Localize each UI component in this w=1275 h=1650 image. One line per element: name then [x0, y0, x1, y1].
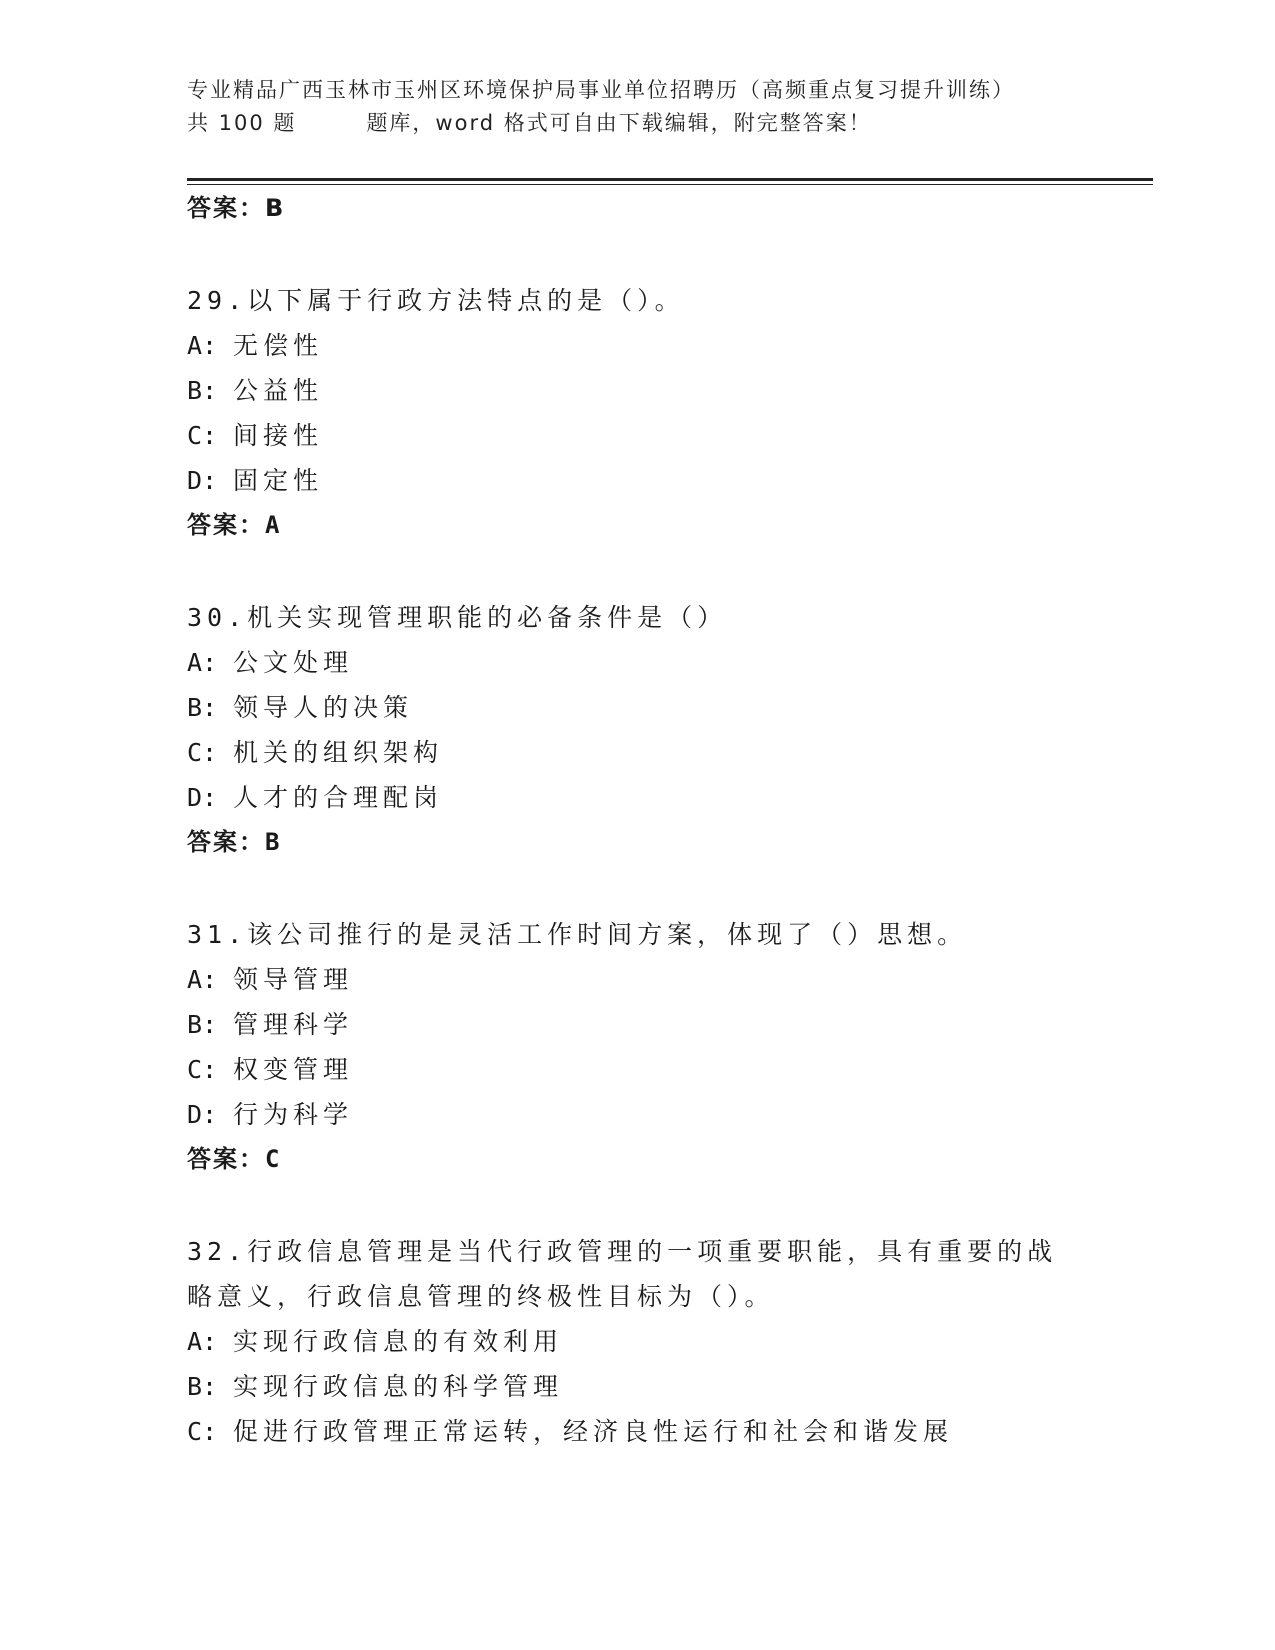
option-letter: A: [187, 648, 218, 677]
option-letter: B: [187, 1010, 218, 1039]
question-30 [187, 595, 1087, 865]
question-29 [187, 278, 1087, 548]
option-text: 间接性 [233, 421, 324, 450]
option-a [187, 640, 1087, 685]
option-text: 管理科学 [233, 1010, 354, 1039]
option-d [187, 775, 1087, 820]
answer-line [187, 820, 1087, 865]
answer-value: A [265, 511, 282, 539]
option-c [187, 413, 1087, 458]
option-text: 无偿性 [233, 331, 324, 360]
option-a [187, 323, 1087, 368]
option-b [187, 685, 1087, 730]
header-subtitle-line [187, 107, 1067, 140]
page-header [187, 74, 1067, 140]
answer-line [187, 503, 1087, 548]
option-b [187, 1002, 1087, 1047]
option-text: 机关的组织架构 [233, 738, 444, 767]
header-description: 题库，word 格式可自由下载编辑，附完整答案！ [366, 111, 872, 135]
question-number: 29. [187, 286, 248, 315]
answer-label: 答案： [187, 828, 265, 856]
answer-value: B [265, 194, 286, 222]
option-letter: C: [187, 738, 218, 767]
option-d [187, 1092, 1087, 1137]
option-letter: D: [187, 1100, 218, 1129]
option-text: 实现行政信息的科学管理 [233, 1372, 564, 1401]
option-a [187, 1319, 1087, 1364]
option-c [187, 1047, 1087, 1092]
answer-value: B [265, 828, 282, 856]
question-count: 共 100 题 [187, 111, 297, 135]
option-text: 促进行政管理正常运转，经济良性运行和社会和谐发展 [233, 1417, 954, 1446]
option-a [187, 957, 1087, 1002]
option-text: 领导管理 [233, 965, 354, 994]
question-text: 该公司推行的是灵活工作时间方案，体现了（）思想。 [247, 920, 968, 949]
option-letter: C: [187, 421, 218, 450]
header-title-line: 专业精品广西玉林市玉州区环境保护局事业单位招聘历（高频重点复习提升训练） [187, 78, 1015, 102]
option-text: 人才的合理配岗 [233, 783, 444, 812]
answer-label: 答案： [187, 194, 265, 222]
option-b [187, 368, 1087, 413]
answer-label: 答案： [187, 511, 265, 539]
question-text: 机关实现管理职能的必备条件是（） [247, 603, 728, 632]
answer-line [187, 1137, 1087, 1182]
option-c [187, 1409, 1087, 1454]
option-letter: B: [187, 376, 218, 405]
option-text: 公益性 [233, 376, 324, 405]
question-text: 以下属于行政方法特点的是（）。 [247, 286, 685, 315]
option-text: 行为科学 [233, 1100, 354, 1129]
option-letter: A: [187, 965, 218, 994]
header-divider-thick [187, 178, 1153, 181]
question-32 [187, 1229, 1087, 1454]
question-list [187, 186, 1087, 1454]
question-number: 31. [187, 920, 248, 949]
option-letter: B: [187, 1372, 218, 1401]
question-31 [187, 912, 1087, 1182]
question-stem [187, 1229, 1087, 1319]
option-letter: A: [187, 1327, 218, 1356]
option-letter: B: [187, 693, 218, 722]
question-text: 行政信息管理是当代行政管理的一项重要职能，具有重要的战略意义，行政信息管理的终极性目标为（）。 [187, 1237, 1058, 1311]
answer-value: C [265, 1145, 282, 1173]
answer-line [187, 186, 1087, 231]
option-text: 领导人的决策 [233, 693, 414, 722]
answer-label: 答案： [187, 1145, 265, 1173]
option-c [187, 730, 1087, 775]
option-letter: D: [187, 783, 218, 812]
question-stem [187, 278, 1087, 323]
option-d [187, 458, 1087, 503]
option-letter: A: [187, 331, 218, 360]
option-text: 固定性 [233, 466, 324, 495]
option-letter: C: [187, 1417, 218, 1446]
option-text: 公文处理 [233, 648, 354, 677]
option-letter: C: [187, 1055, 218, 1084]
question-stem [187, 912, 1087, 957]
question-stem [187, 595, 1087, 640]
option-b [187, 1364, 1087, 1409]
question-number: 32. [187, 1237, 248, 1266]
header-divider-thin [187, 184, 1153, 185]
option-letter: D: [187, 466, 218, 495]
option-text: 权变管理 [233, 1055, 354, 1084]
option-text: 实现行政信息的有效利用 [233, 1327, 564, 1356]
question-number: 30. [187, 603, 248, 632]
